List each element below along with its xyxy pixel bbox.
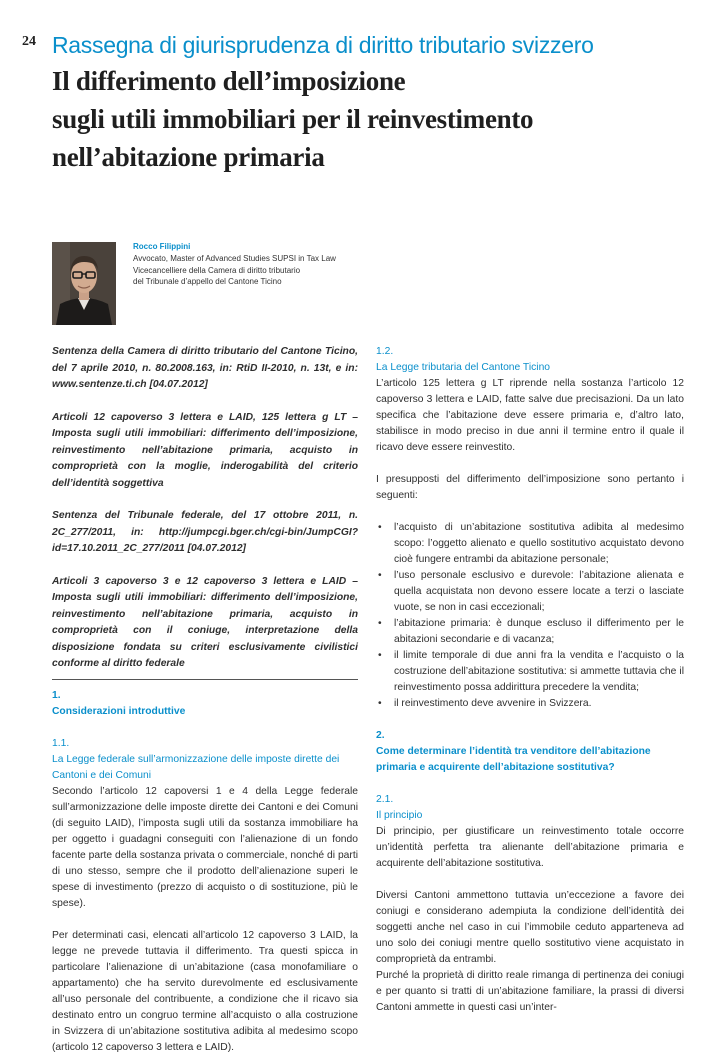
title-line: sugli utili immobiliari per il reinvestimento	[52, 104, 534, 134]
title-line: Il differimento dell’imposizione	[52, 66, 406, 96]
title-line: nell’abitazione primaria	[52, 142, 325, 172]
body-paragraph: L’articolo 125 lettera g LT riprende nella sostanza l’articolo 12 capoverso 3 lettera e LAID, fatte salve due precisazioni. Da un lato specifica che l’abitazione deve essere primaria e, d’altro lato, stabilisce in modo preciso in due anni il termine entro il quale il ricavo deve essere reinvestito.	[376, 378, 684, 453]
requirements-list	[376, 520, 684, 712]
author-affiliation: del Tribunale d’appello del Cantone Ticino	[133, 277, 282, 287]
lead-reference: Sentenza del Tribunale federale, del 17 ottobre 2011, n. 2C_277/2011, in: http://jumpcgi.bger.ch/cgi-bin/JumpCGI?id=17.10.2011_2C_277/2011 [04.07.2012]	[52, 510, 358, 554]
list-item: • il limite temporale di due anni fra la vendita e l’acquisto o la costruzione dell’abitazione sostitutiva: si ammette tuttavia che il reinvestimento possa addirittura precedere la vendita;	[394, 648, 684, 696]
subsection-number: 1.1.	[52, 737, 70, 749]
lead-articles: Articoli 3 capoverso 3 e 12 capoverso 3 lettera e LAID – Imposta sugli utili immobiliari: differimento dell’imposizione, reinvestimento nell’abitazione primaria, acquisto in comproprietà con il coniuge, interpretazione della disposizione fondata su criteri esclusivamente civilistici conforme al diritto federale	[52, 575, 358, 669]
article-title	[52, 62, 533, 176]
divider	[52, 679, 358, 680]
list-item: • il reinvestimento deve avvenire in Svizzera.	[394, 696, 684, 712]
subsection-number: 1.2.	[376, 346, 394, 357]
series-title: Rassegna di giurisprudenza di diritto tributario svizzero	[52, 32, 594, 58]
body-paragraph: I presupposti del differimento dell’imposizione sono pertanto i seguenti:	[376, 474, 684, 501]
section-number: 1.	[52, 689, 61, 701]
section-heading: Come determinare l’identità tra venditore dell’abitazione primaria e acquirente dell’abitazione sostitutiva?	[376, 746, 651, 773]
lead-reference: Sentenza della Camera di diritto tributario del Cantone Ticino, del 7 aprile 2010, n. 80.2008.163, in: RtiD II-2010, n. 13t, e in: www.sentenze.ti.ch [04.07.2012]	[52, 346, 358, 390]
body-paragraph: Diversi Cantoni ammettono tuttavia un’eccezione a favore dei coniugi e considerano adempiuta la condizione dell’identità dei soggetti anche nel caso in cui l’immobile ceduto apparteneva ad uno solo dei coniugi mentre quello sostitutivo viene acquistato in comproprietà da entrambi.	[376, 890, 684, 965]
right-column	[376, 344, 684, 1016]
author-name: Rocco Filippini	[133, 242, 191, 251]
author-block	[133, 241, 336, 288]
subsection-heading: Il principio	[376, 810, 423, 821]
section-heading: Considerazioni introduttive	[52, 705, 186, 717]
page-number: 24	[22, 34, 36, 49]
subsection-number: 2.1.	[376, 794, 394, 805]
body-paragraph: Di principio, per giustificare un reinvestimento totale occorre un’identità perfetta tra alienante dell’abitazione primaria e acquirente dell’abitazione sostitutiva.	[376, 826, 684, 869]
subsection-heading: La Legge tributaria del Cantone Ticino	[376, 362, 551, 373]
list-item: • l’uso personale esclusivo e durevole: l’abitazione alienata e quella acquistata non devono essere locate a terzi o lasciate vuote, se non in casi eccezionali;	[394, 568, 684, 616]
list-item: • l’abitazione primaria: è dunque escluso il differimento per le abitazioni secondarie e di vacanza;	[394, 616, 684, 648]
author-affiliation: Avvocato, Master of Advanced Studies SUPSI in Tax Law	[133, 253, 336, 263]
body-paragraph: Purché la proprietà di diritto reale rimanga di pertinenza dei coniugi e per quanto si tratti di un’abitazione familiare, la prassi di diversi Cantoni ammette in questi casi un’inter-	[376, 970, 684, 1013]
lead-articles: Articoli 12 capoverso 3 lettera e LAID, 125 lettera g LT – Imposta sugli utili immobiliari: differimento dell’imposizione, reinvestimento nell’abitazione primaria, acquisto in comproprietà con la moglie, inderogabilità del criterio dell’identità soggettiva	[52, 411, 358, 489]
list-item: • l’acquisto di un’abitazione sostitutiva adibita al medesimo scopo: l’oggetto alienato e quello sostitutivo acquistato devono cioè fungere entrambi da abitazione personale;	[394, 520, 684, 568]
author-affiliation: Vicecancelliere della Camera di diritto tributario	[133, 265, 301, 275]
subsection-heading: La Legge federale sull’armonizzazione delle imposte dirette dei Cantoni e dei Comuni	[52, 753, 340, 781]
section-number: 2.	[376, 730, 385, 741]
body-paragraph: Secondo l’articolo 12 capoversi 1 e 4 della Legge federale sull’armonizzazione delle imposte dirette dei Cantoni e dei Comuni (di seguito LAID), l’imposta sugli utili da sostanza immobiliare ha per oggetto i guadagni conseguiti con l’alienazione di un fondo facente parte della sostanza privata o commerciale, nonché di parti di uno stesso, sempre che il prodotto dell’alienazione superi le spese di investimento (prezzo di acquisto o di sostituzione, più le spese).	[52, 785, 358, 909]
body-paragraph: Per determinati casi, elencati all’articolo 12 capoverso 3 LAID, la legge ne prevede tuttavia il differimento. Tra questi spicca in particolare l’alienazione di un’abitazione (casa monofamiliare o appartamento) che ha servito durevolmente ed esclusivamente all’uso personale del contribuente, a condizione che il ricavo sia destinato entro un congruo termine all’acquisto o alla costruzione in Svizzera di un’abitazione sostitutiva adibita al medesimo scopo (articolo 12 capoverso 3 lettera e LAID).	[52, 929, 358, 1053]
left-column	[52, 344, 358, 1056]
author-photo	[52, 242, 116, 325]
